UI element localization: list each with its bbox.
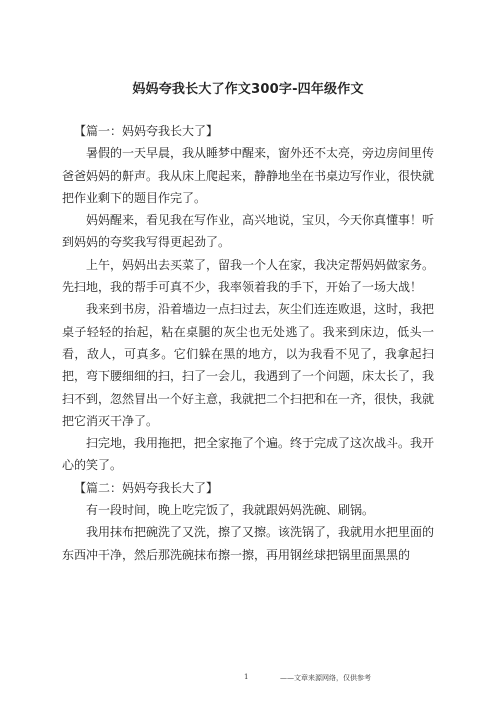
paragraph: 妈妈醒来，看见我在写作业，高兴地说，宝贝，今天你真懂事！听到妈妈的夸奖我写得更起劲了。 bbox=[62, 213, 435, 250]
paragraph: 有一段时间，晚上吃完饭了，我就跟妈妈洗碗、刷锅。 bbox=[86, 503, 375, 518]
section-heading: 【篇一：妈妈夸我长大了】 bbox=[74, 124, 219, 138]
document-title: 妈妈夸我长大了作文300字-四年级作文 bbox=[132, 82, 364, 97]
paragraph: 我来到书房，沿着墙边一点扫过去，灰尘们连连败退，这时，我把桌子轻轻的抬起，粘在桌腿的灰尘也无处逃了。我来到床边，低头一看，敌人，可真多。它们躲在黑的地方，以为我看不见了，我拿起扫把，弯下腰细细的扫，扫了一会儿，我遇到了一个问题，床太长了，我扫不到，忽然冒出一个好主意，我就把二个扫把和在一齐，很快，我就把它消灭干净了。 bbox=[62, 302, 435, 428]
paragraph: 我用抹布把碗洗了又洗，擦了又擦。该洗锅了，我就用水把里面的东西冲干净，然后那洗碗抹布擦一擦，再用钢丝球把锅里面黑黑的 bbox=[62, 525, 435, 562]
paragraph: 上午，妈妈出去买菜了，留我一个人在家，我决定帮妈妈做家务。先扫地，我的帮手可真不少，我率领着我的手下，开始了一场大战！ bbox=[62, 257, 435, 295]
article-body bbox=[62, 120, 434, 566]
paragraph: 扫完地，我用拖把，把全家拖了个遍。终于完成了这次战斗。我开心的笑了。 bbox=[62, 436, 435, 473]
paragraph: 暑假的一天早晨，我从睡梦中醒来，窗外还不太亮，旁边房间里传爸爸妈妈的鼾声。我从床上爬起来，静静地坐在书桌边写作业，很快就把作业剩下的题目作完了。 bbox=[62, 146, 435, 205]
section-heading: 【篇二：妈妈夸我长大了】 bbox=[74, 480, 219, 495]
source-note: ——文章来源网络，仅供参考 bbox=[280, 674, 371, 682]
page-number: 1 bbox=[244, 673, 249, 681]
